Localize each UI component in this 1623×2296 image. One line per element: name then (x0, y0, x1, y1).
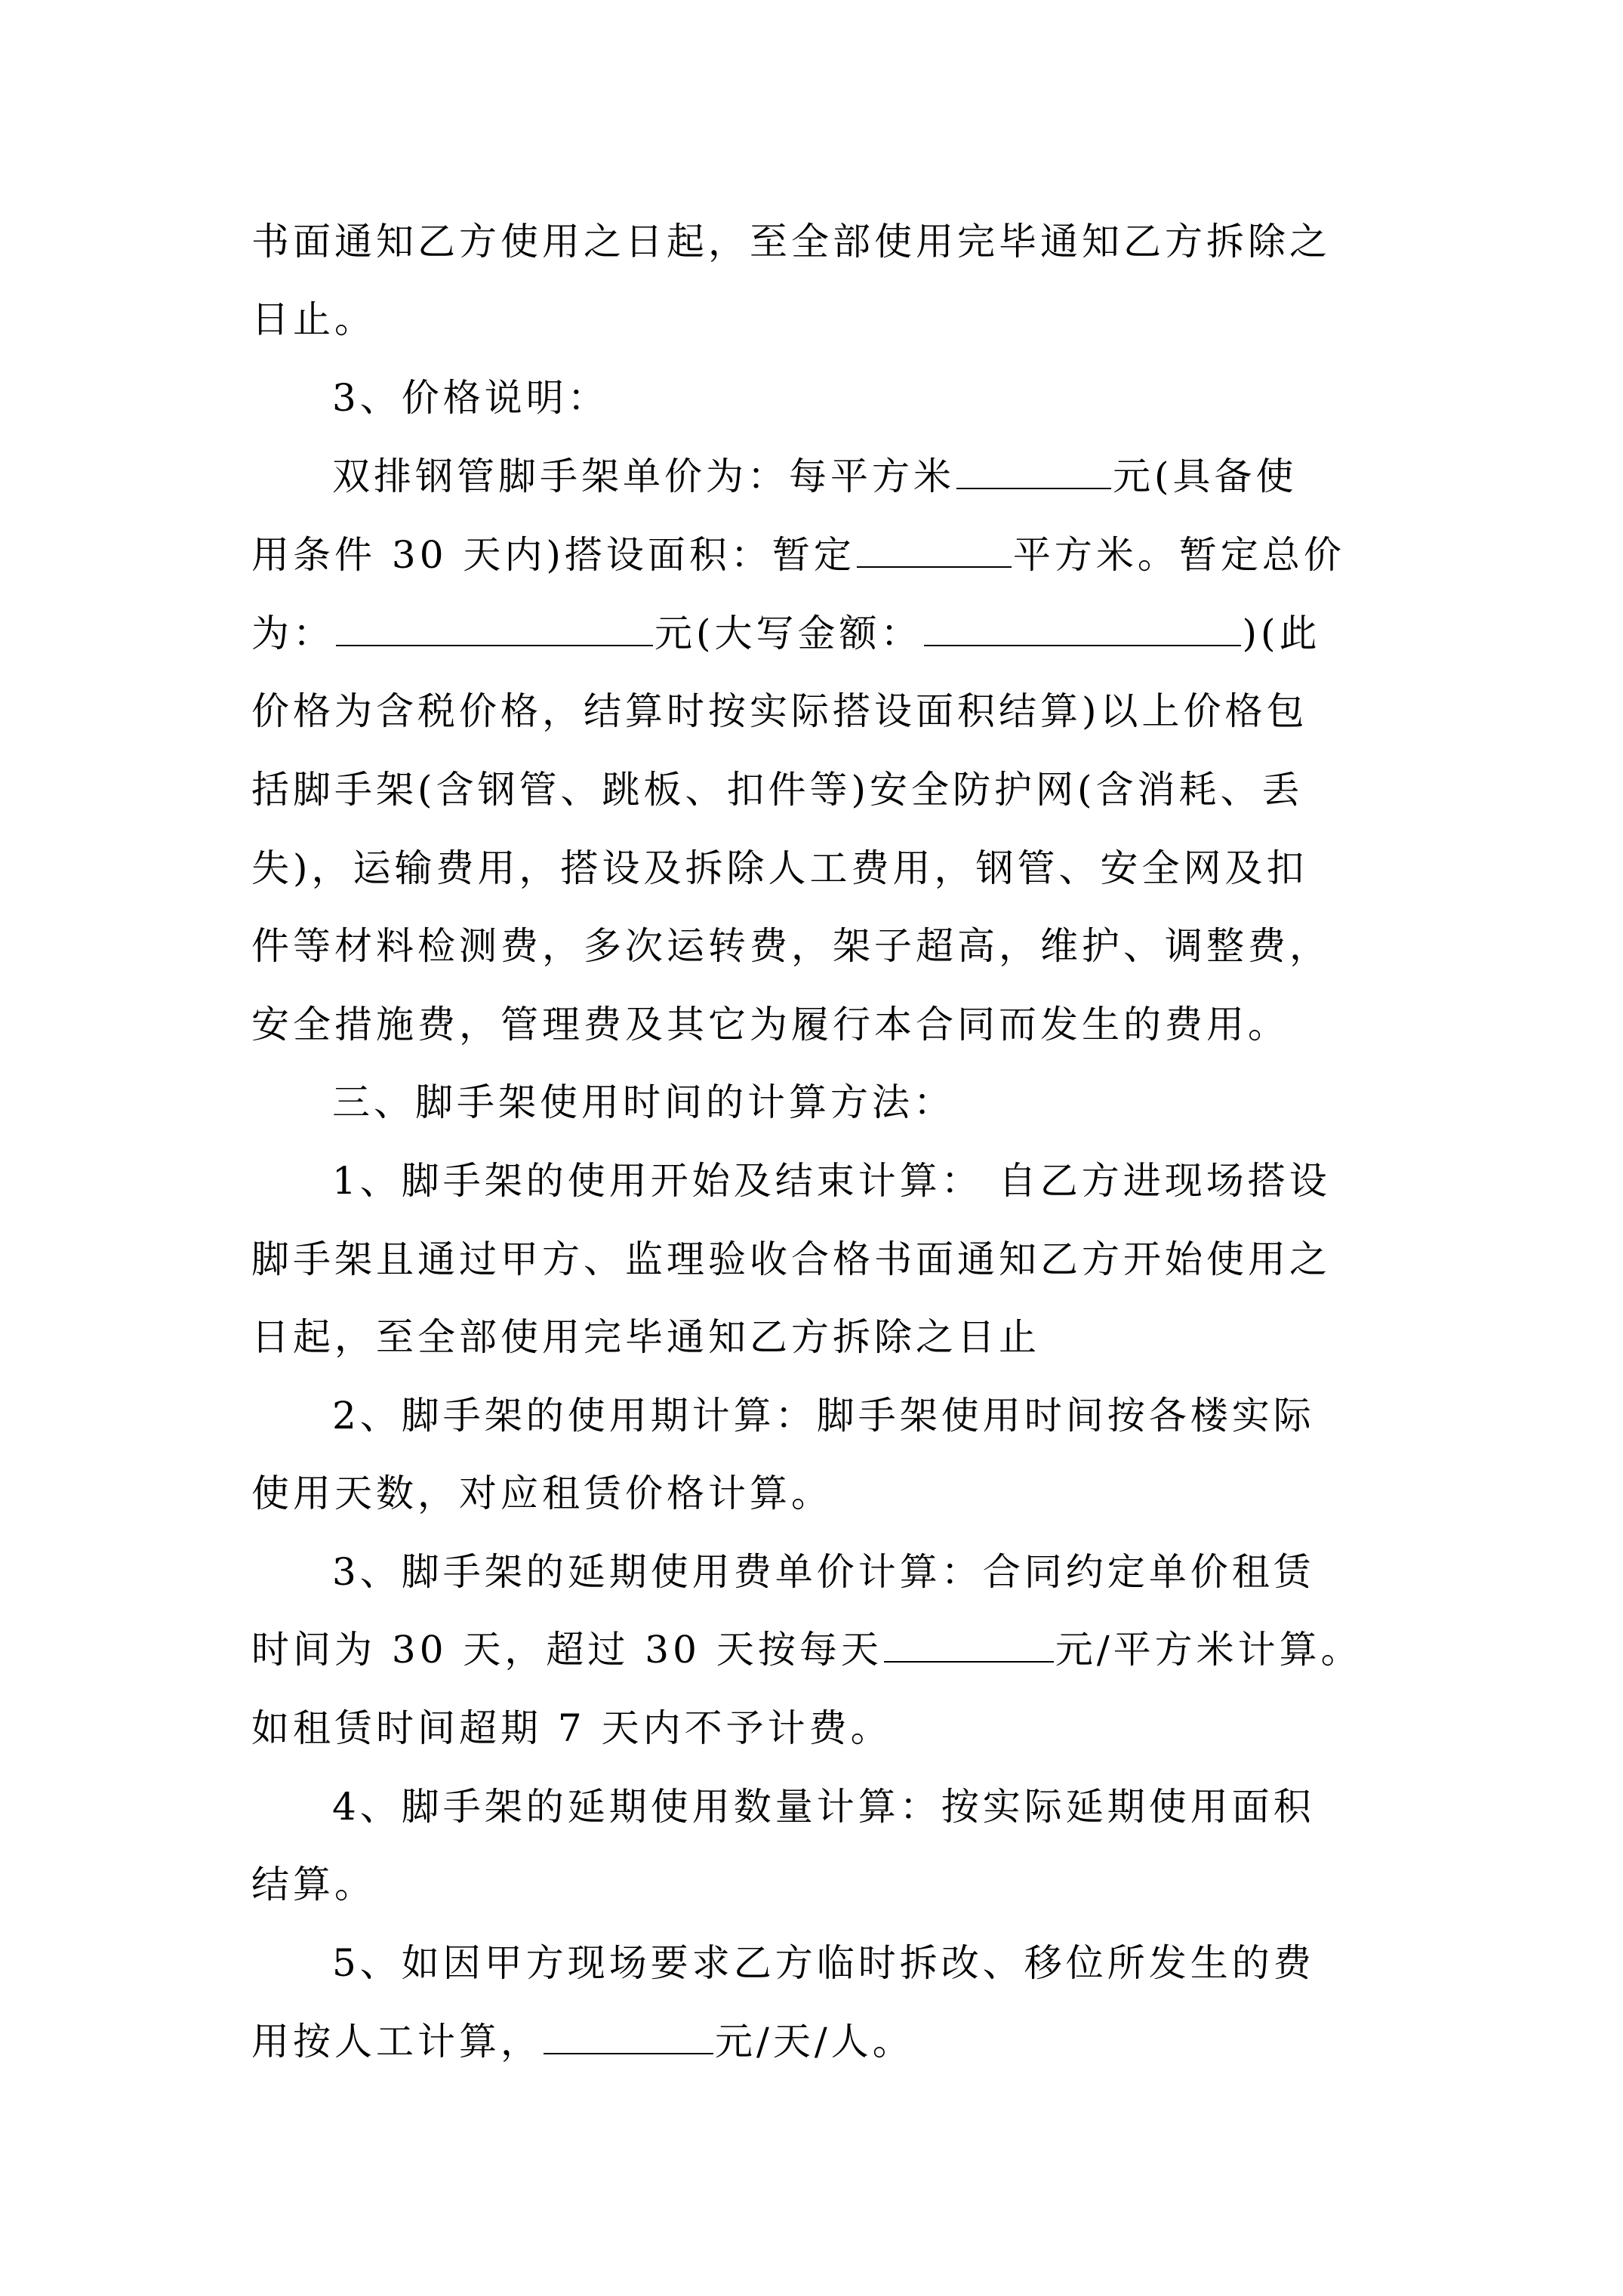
line-text: 为： (251, 612, 334, 655)
fill-in-blank (336, 612, 653, 646)
text-line (251, 1233, 1331, 1286)
text-line (251, 685, 1308, 738)
line-text: 5、如因甲方现场要求乙方临时拆改、移位所发生的费 (332, 1941, 1315, 1985)
line-text: 元(大写金额： (654, 612, 922, 655)
line-text: 日止。 (251, 297, 376, 341)
line-text: 2、脚手架的使用期计算：脚手架使用时间按各楼实际 (332, 1394, 1315, 1438)
text-line (251, 1858, 376, 1911)
line-text: 三、脚手架使用时间的计算方法： (332, 1080, 955, 1124)
text-line (251, 920, 1331, 972)
text-line (251, 293, 376, 346)
text-line (332, 1780, 1315, 1833)
line-text: 双排钢管脚手架单价为：每平方米 (332, 455, 955, 498)
text-line (332, 1154, 1331, 1207)
text-line (251, 998, 1289, 1051)
fill-in-blank (956, 455, 1111, 489)
text-line (251, 1623, 1363, 1676)
text-line (251, 842, 1308, 895)
text-line (251, 763, 1304, 816)
text-line (332, 1937, 1315, 1989)
line-text: 3、脚手架的延期使用费单价计算：合同约定单价租赁 (332, 1550, 1315, 1594)
text-line (251, 215, 1331, 268)
fill-in-blank (884, 1628, 1054, 1663)
fill-in-blank (544, 2020, 713, 2054)
line-text: 价格为含税价格，结算时按实际搭设面积结算)以上价格包 (251, 689, 1308, 733)
line-text: 括脚手架(含钢管、跳板、扣件等)安全防护网(含消耗、丢 (251, 768, 1304, 812)
line-text: 4、脚手架的延期使用数量计算：按实际延期使用面积 (332, 1785, 1315, 1829)
line-text: )(此 (1242, 612, 1321, 655)
line-text: 如租赁时间超期 7 天内不予计费。 (251, 1706, 892, 1750)
fill-in-blank (924, 612, 1241, 646)
line-text: 元/天/人。 (715, 2020, 914, 2063)
text-line (251, 2015, 914, 2068)
text-line (251, 529, 1345, 581)
text-line (251, 1702, 892, 1755)
section-heading (332, 371, 609, 424)
line-text: 时间为 30 天，超过 30 天按每天 (251, 1628, 882, 1672)
line-text: 平方米。暂定总价 (1012, 533, 1345, 577)
line-text: 脚手架且通过甲方、监理验收合格书面通知乙方开始使用之 (251, 1237, 1331, 1281)
text-line (332, 1389, 1315, 1442)
text-line (251, 1311, 1040, 1364)
line-text: 元/平方米计算。 (1055, 1628, 1363, 1672)
line-text: 件等材料检测费，多次运转费，架子超高，维护、调整费， (251, 924, 1331, 968)
section-heading (332, 1076, 955, 1129)
line-text: 1、脚手架的使用开始及结束计算： 自乙方进现场搭设 (332, 1159, 1331, 1203)
line-text: 用条件 30 天内)搭设面积：暂定 (251, 533, 855, 577)
line-text: 安全措施费，管理费及其它为履行本合同而发生的费用。 (251, 1003, 1289, 1046)
fill-in-blank (857, 533, 1012, 568)
line-text: 用按人工计算， (251, 2020, 542, 2063)
text-line (332, 450, 1298, 503)
text-line (251, 1467, 833, 1520)
line-text: 失)，运输费用，搭设及拆除人工费用，钢管、安全网及扣 (251, 846, 1308, 890)
text-line (332, 1546, 1315, 1598)
line-text: 书面通知乙方使用之日起，至全部使用完毕通知乙方拆除之 (251, 220, 1331, 264)
line-text: 元(具备使 (1113, 455, 1298, 498)
line-text: 结算。 (251, 1863, 376, 1906)
line-text: 3、价格说明： (332, 376, 609, 420)
line-text: 使用天数，对应租赁价格计算。 (251, 1472, 833, 1515)
text-line (251, 607, 1321, 660)
line-text: 日起，至全部使用完毕通知乙方拆除之日止 (251, 1315, 1040, 1359)
